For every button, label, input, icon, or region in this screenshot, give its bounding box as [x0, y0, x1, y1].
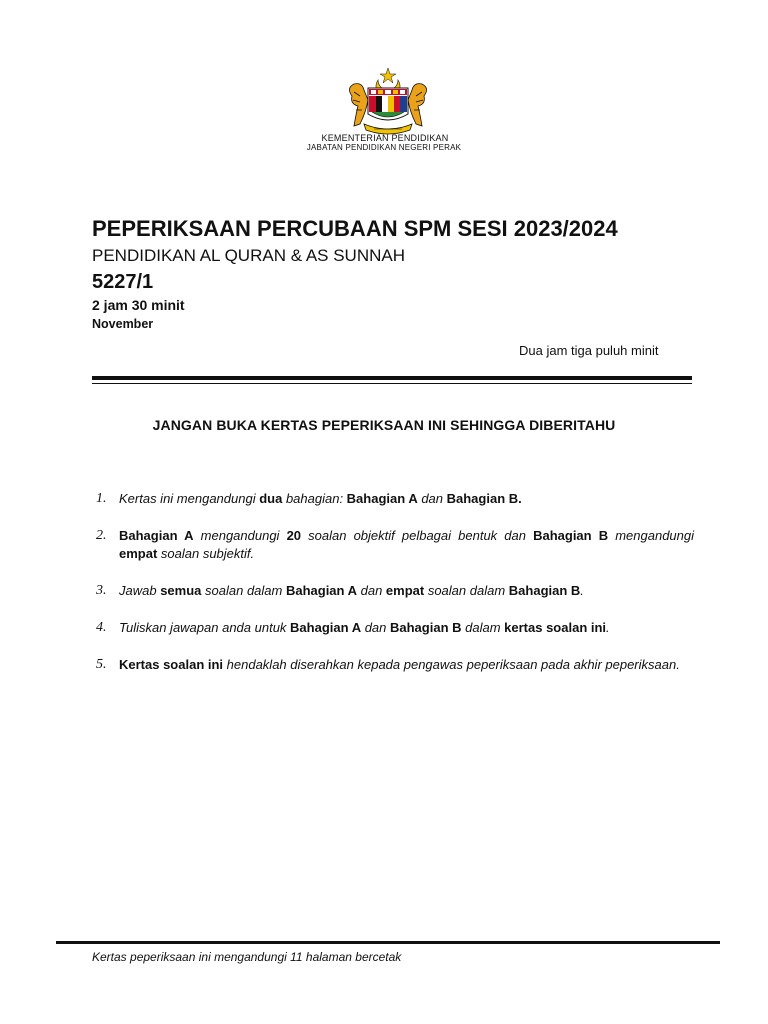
instruction-emphasis: empat — [385, 583, 425, 598]
instruction-emphasis: dua — [259, 491, 283, 506]
exam-duration: 2 jam 30 minit — [92, 297, 185, 313]
instruction-phrase: Jawab — [119, 583, 161, 598]
instruction-emphasis: Bahagian A — [285, 583, 357, 598]
instruction-number: 3. — [96, 583, 107, 598]
instruction-text — [119, 528, 694, 561]
instruction-emphasis: Bahagian B — [390, 620, 462, 635]
header-divider-thick — [92, 376, 692, 380]
instruction-phrase: soalan subjektif. — [157, 546, 255, 561]
instruction-emphasis: Bahagian A — [119, 528, 194, 543]
instruction-item — [92, 582, 694, 600]
instruction-text — [119, 657, 680, 672]
instruction-emphasis: kertas soalan ini — [504, 620, 607, 635]
instruction-emphasis: Bahagian A — [346, 491, 418, 506]
instruction-number: 5. — [96, 657, 107, 672]
page-count-note: Kertas peperiksaan ini mengandungi 11 halaman bercetak — [92, 950, 402, 964]
duration-in-words: Dua jam tiga puluh minit — [519, 343, 659, 358]
instructions-list — [92, 490, 694, 693]
instruction-number: 4. — [96, 620, 107, 635]
instruction-phrase: soalan objektif pelbagai bentuk dan — [301, 528, 534, 543]
instruction-phrase: . — [606, 620, 610, 635]
instruction-item — [92, 619, 694, 637]
instruction-item — [92, 527, 694, 563]
instruction-text — [119, 491, 522, 506]
subject-name: PENDIDIKAN AL QURAN & AS SUNNAH — [92, 246, 406, 265]
exam-title: PEPERIKSAAN PERCUBAAN SPM SESI 2023/2024 — [92, 216, 618, 241]
instruction-phrase: mengandungi — [193, 528, 287, 543]
instruction-item — [92, 490, 694, 508]
instruction-emphasis: Bahagian A — [290, 620, 362, 635]
instruction-phrase: dan — [361, 620, 390, 635]
instruction-phrase: dalam — [461, 620, 505, 635]
instruction-emphasis: empat — [119, 546, 158, 561]
instruction-emphasis: Kertas soalan ini — [119, 657, 224, 672]
malaysia-coat-of-arms-icon — [338, 66, 438, 138]
instruction-phrase: dan — [417, 491, 447, 506]
instruction-phrase: dan — [357, 583, 386, 598]
instruction-text — [119, 620, 610, 635]
instruction-number: 1. — [96, 491, 107, 506]
instruction-emphasis: Bahagian B. — [446, 491, 522, 506]
instruction-phrase: hendaklah diserahkan kepada pengawas peperiksaan pada akhir peperiksaan. — [223, 657, 680, 672]
instruction-phrase: soalan dalam — [424, 583, 509, 598]
header-divider-thin — [92, 383, 692, 384]
instruction-phrase: Tuliskan jawapan anda untuk — [119, 620, 291, 635]
instruction-phrase: soalan dalam — [201, 583, 286, 598]
instruction-text — [119, 583, 584, 598]
footer-divider — [56, 941, 720, 944]
instruction-phrase: bahagian: — [282, 491, 347, 506]
instruction-phrase: . — [580, 583, 584, 598]
paper-code: 5227/1 — [92, 271, 154, 293]
department-name: JABATAN PENDIDIKAN NEGERI PERAK — [306, 143, 462, 152]
agency-name: KEMENTERIAN PENDIDIKAN — [321, 133, 449, 143]
instruction-emphasis: semua — [160, 583, 202, 598]
instruction-phrase: mengandungi — [608, 528, 695, 543]
instruction-phrase: Kertas ini mengandungi — [119, 491, 260, 506]
instruction-item — [92, 656, 694, 674]
instruction-number: 2. — [96, 528, 107, 543]
instruction-emphasis: Bahagian B — [533, 528, 609, 543]
instruction-emphasis: 20 — [286, 528, 302, 543]
exam-month: November — [92, 317, 154, 331]
instruction-emphasis: Bahagian B — [508, 583, 581, 598]
do-not-open-warning: JANGAN BUKA KERTAS PEPERIKSAAN INI SEHINGGA DIBERITAHU — [152, 417, 616, 433]
